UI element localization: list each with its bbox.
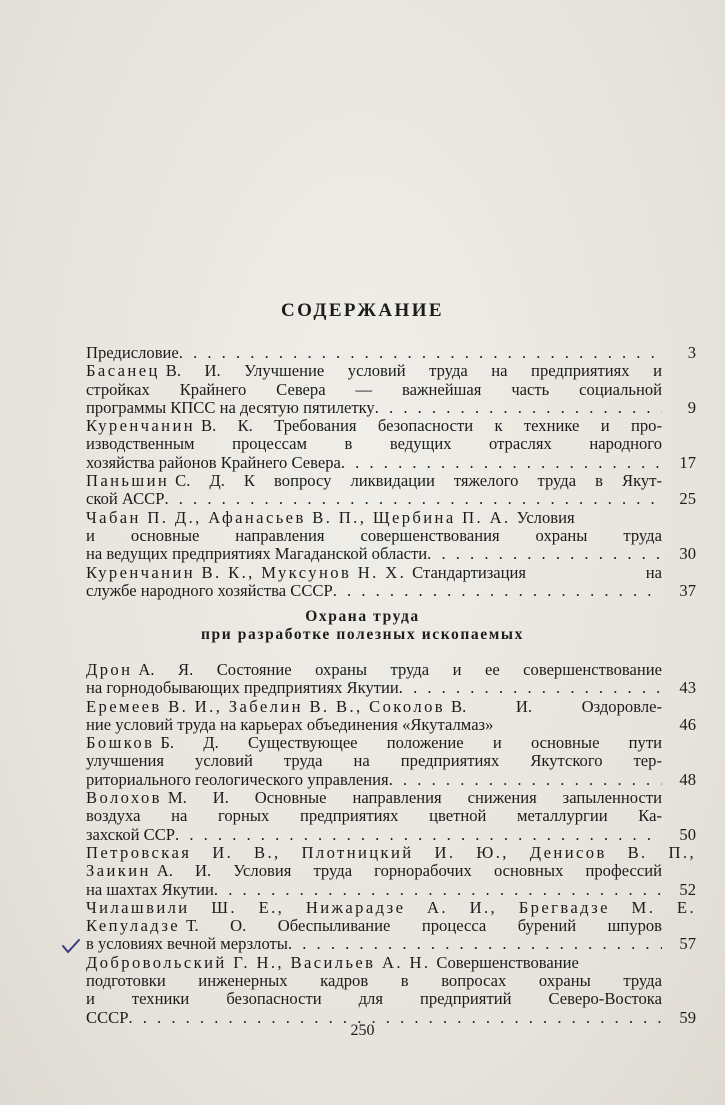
toc-entry-text: подготовки инженерных кадров в вопросах охраны труда (86, 971, 662, 991)
toc-entry-text: ние условий труда на карьерах объединения «Якуталмаз» (86, 714, 494, 734)
leader-dots (164, 490, 662, 508)
toc-page-number: 48 (679, 769, 696, 789)
toc-group-general (86, 344, 696, 600)
toc-entry-text: на ведущих предприятиях Магаданской области (86, 544, 428, 564)
toc-page-number: 37 (679, 580, 696, 600)
toc-page-number: 46 (679, 714, 696, 734)
toc-entry[interactable] (86, 899, 696, 917)
section-heading-line-1: Охрана труда (305, 608, 420, 625)
toc-entry-text: В. К. Требования безопасности к технике и про- (201, 416, 662, 436)
toc-entry-text: воздуха на горных предприятиях цветной металлургии Ка- (86, 806, 662, 826)
toc-entry-authors: Паньшин (86, 471, 170, 491)
toc-entry[interactable] (86, 564, 696, 601)
toc-entry[interactable] (86, 344, 696, 362)
toc-entry-authors: Куренчанин (86, 416, 196, 436)
toc-entry-text: М. И. Основные направления снижения запыленности (167, 788, 662, 808)
toc-entry-text: на горнодобывающих предприятиях Якутии (86, 678, 399, 698)
toc-entry-authors: Петровская И. В., Плотницкий И. Ю., Денисов В. П., (86, 842, 696, 862)
toc-entry-text: и техники безопасности для предприятий Северо-Востока (86, 989, 662, 1009)
toc-entry-authors: Чабан П. Д., Афанасьев В. П., Щербина П. А. (86, 507, 511, 527)
leader-dots (341, 454, 662, 472)
toc-entry-text: Условия (516, 507, 575, 527)
toc-entry[interactable] (86, 734, 696, 789)
toc-entry-text: Б. Д. Существующее положение и основные пути (160, 733, 662, 753)
toc-entry-text: хозяйства районов Крайнего Севера (86, 452, 341, 472)
toc-entry-authors: Куренчанин В. К., Муксунов Н. Х. (86, 562, 407, 582)
toc-entry[interactable] (86, 917, 696, 954)
toc-entry-text: Стандартизация на (412, 562, 662, 582)
leader-dots (333, 582, 662, 600)
toc-entry[interactable] (86, 472, 696, 509)
toc-entry-authors: Дрон (86, 660, 133, 679)
toc-entry-authors: Заикин (86, 861, 151, 881)
toc-entry-authors: Бошков (86, 733, 155, 753)
toc-entry[interactable] (86, 862, 696, 899)
toc-page-number: 43 (679, 678, 696, 698)
toc-entry-text: стройках Крайнего Севера — важнейшая часть социальной (86, 379, 662, 399)
toc-entry-text: СССР (86, 1007, 129, 1027)
toc-page-number: 59 (679, 1007, 696, 1027)
toc-entry-text: службе народного хозяйства СССР (86, 580, 333, 600)
page-number: 250 (350, 1022, 375, 1039)
toc-entry-text: Совершенствование (436, 952, 579, 972)
toc-entry[interactable] (86, 698, 696, 735)
toc-entry-authors: Кепуладзе (86, 916, 181, 936)
leader-dots (288, 935, 662, 953)
leader-dots (214, 881, 662, 899)
toc-entry-text: в условиях вечной мерзлоты (86, 934, 288, 954)
toc-entry-text: Т. О. Обеспыливание процесса бурений шпуров (186, 916, 662, 936)
leader-dots (427, 545, 662, 563)
toc-entry-authors: Чилашвили Ш. Е., Нижарадзе А. И., Брегвадзе М. Е. (86, 897, 696, 917)
toc-page-number: 52 (679, 879, 696, 899)
toc-entry-text: улучшения условий труда на предприятиях Якутского тер- (86, 751, 662, 771)
toc-page-number: 17 (679, 452, 696, 472)
toc-page-number: 57 (679, 934, 696, 954)
leader-dots (175, 826, 662, 844)
toc-page-number: 30 (679, 544, 696, 564)
toc-entry-text: В. И. Улучшение условий труда на предприятиях и (165, 361, 662, 381)
toc-entry-text: Предисловие (86, 343, 179, 362)
handwritten-check-mark-icon (60, 935, 82, 957)
toc-entry-text: на шахтах Якутии (86, 879, 214, 899)
toc-entry[interactable] (86, 954, 696, 1027)
toc-entry-text: изводственным процессам в ведущих отраслях народного (86, 434, 662, 454)
toc-entry-authors: Волохов (86, 788, 162, 808)
toc-page-number: 9 (687, 397, 696, 417)
toc-entry-text: А. Я. Состояние охраны труда и ее совершенствование (138, 660, 662, 679)
toc-entry[interactable] (86, 362, 696, 417)
page-title: СОДЕРЖАНИЕ (281, 300, 444, 321)
toc-entry-text: риториального геологического управления (86, 769, 389, 789)
toc-entry-text: захской ССР (86, 824, 176, 844)
toc-entry-text: А. И. Условия труда горнорабочих основных профессий (156, 861, 662, 881)
toc-entry-authors: Еремеев В. И., Забелин В. В., Соколов (86, 696, 446, 716)
toc-entry[interactable] (86, 509, 696, 564)
leader-dots (375, 399, 662, 417)
toc-entry[interactable] (86, 417, 696, 472)
toc-entry[interactable] (86, 844, 696, 862)
toc-page-number: 50 (679, 824, 696, 844)
toc-entry-text: ской АССР (86, 489, 165, 509)
leader-dots (399, 679, 662, 697)
toc-entry-text: В. И. Оздоровле- (451, 696, 662, 716)
toc-entry[interactable] (86, 661, 696, 698)
toc-entry-text: программы КПСС на десятую пятилетку (86, 397, 375, 417)
section-heading-line-2: при разработке полезных ископаемых (201, 626, 524, 643)
toc-page-number: 3 (687, 343, 696, 362)
leader-dots (389, 771, 662, 789)
toc-entry-authors: Басанец (86, 361, 160, 381)
toc-entry-text: и основные направления совершенствования охраны труда (86, 525, 662, 545)
toc-page-number: 25 (679, 489, 696, 509)
toc-entry[interactable] (86, 789, 696, 844)
toc-entry-authors: Добровольский Г. Н., Васильев А. Н. (86, 952, 431, 972)
toc-group-mining (86, 661, 696, 1027)
toc-entry-text: С. Д. К вопросу ликвидации тяжелого труда в Якут- (175, 471, 662, 491)
leader-dots (179, 344, 662, 362)
